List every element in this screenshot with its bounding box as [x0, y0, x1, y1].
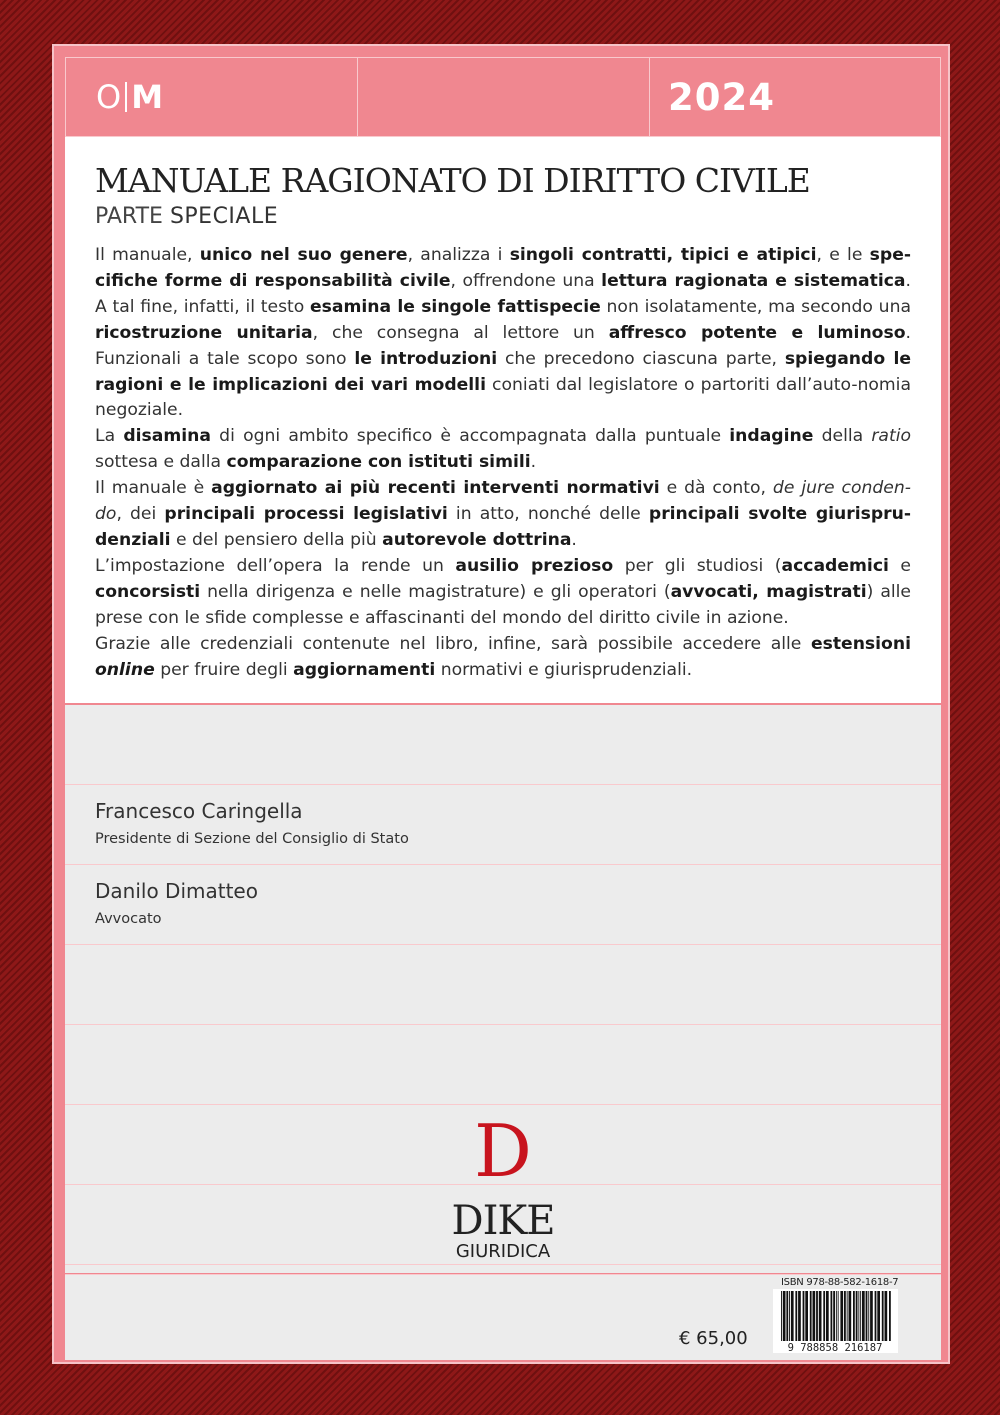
- isbn-label: ISBN 978-88-582-1618-7: [781, 1277, 899, 1288]
- cover-header: [65, 57, 941, 137]
- barcode-bar: [813, 1291, 816, 1341]
- authors-panel: [65, 705, 941, 1273]
- grid-row-empty: [65, 705, 941, 785]
- grid-row-empty: [65, 1025, 941, 1105]
- barcode-bar: [805, 1291, 808, 1341]
- grid-row-empty: [65, 945, 941, 1025]
- publisher-name: DIKE: [451, 1198, 555, 1244]
- barcode-bar: [870, 1291, 873, 1341]
- barcode-bar: [875, 1291, 877, 1341]
- blurb: [95, 243, 911, 683]
- book-title: MANUALE RAGIONATO DI DIRITTO CIVILE: [95, 161, 810, 200]
- barcode-bar: [860, 1291, 861, 1341]
- barcode-bar: [889, 1291, 891, 1341]
- barcode-bar: [810, 1291, 812, 1341]
- barcode-bar: [844, 1291, 846, 1341]
- barcode-bar: [866, 1291, 868, 1341]
- blurb-paragraph-3: Il manuale è aggiornato ai più recenti interventi normativi e dà conto, de jure conden-do, dei principali processi legislativi in atto, nonché delle principali svolte giurispru-denziali e del pensiero della più autorevole dottrina.: [95, 478, 912, 550]
- description-panel: [65, 137, 941, 703]
- author-row: [65, 785, 941, 865]
- series-logo-divider: [125, 82, 127, 112]
- subtitle-part: PARTE: [95, 204, 163, 229]
- blurb-paragraph-5: Grazie alle credenziali contenute nel libro, infine, sarà possibile accedere alle estensioni online per fruire degli aggiornamenti normativi e giurisprudenziali.: [95, 633, 911, 680]
- publisher-logo-initial: D: [474, 1109, 532, 1193]
- barcode-bar: [840, 1291, 843, 1341]
- barcode-bar: [847, 1291, 848, 1341]
- barcode-bar: [882, 1291, 884, 1341]
- header-empty-cell: [357, 58, 649, 136]
- barcode-bar: [823, 1291, 825, 1341]
- barcode-bar: [795, 1291, 797, 1341]
- author-name: Danilo Dimatteo: [95, 879, 258, 903]
- barcode-bar: [783, 1291, 786, 1341]
- series-logo: [66, 58, 357, 136]
- publisher-subtitle: GIURIDICA: [455, 1241, 551, 1262]
- barcode: [773, 1289, 898, 1353]
- barcode-number: 9 788858 216187: [787, 1342, 883, 1353]
- barcode-bar: [853, 1291, 855, 1341]
- subtitle-speciale: SPECIALE: [169, 204, 279, 229]
- barcode-bar: [877, 1291, 880, 1341]
- series-logo-m: M: [131, 78, 164, 116]
- author-role: Avvocato: [95, 911, 162, 927]
- barcode-bar: [885, 1291, 888, 1341]
- barcode-bar: [781, 1291, 782, 1341]
- author-name: Francesco Caringella: [95, 799, 303, 823]
- blurb-paragraph-4: L’impostazione dell’opera la rende un ausilio prezioso per gli studiosi (accademici e concorsisti nella dirigenza e nelle magistrature) e gli operatori (avvocati, magistrati) alle prese con le sfide complesse e affascinanti del mondo del diritto civile in azione.: [95, 555, 911, 628]
- barcode-bar: [786, 1291, 788, 1341]
- back-cover: [52, 44, 950, 1364]
- barcode-bar: [862, 1291, 865, 1341]
- barcode-bar: [831, 1291, 833, 1341]
- barcode-bar: [798, 1291, 801, 1341]
- barcode-bar: [868, 1291, 869, 1341]
- barcode-bar: [836, 1291, 837, 1341]
- barcode-bar: [849, 1291, 852, 1341]
- barcode-bar: [791, 1291, 794, 1341]
- edition-year: 2024: [649, 58, 940, 136]
- book-subtitle: [95, 203, 911, 231]
- barcode-bar: [819, 1291, 822, 1341]
- series-logo-o: O: [96, 78, 122, 116]
- blurb-paragraph-1: Il manuale, unico nel suo genere, analizza i singoli contratti, tipici e atipici, e le spe-cifiche forme di responsabilità civile, offrendone una lettura ragionata e sistematica. A tal fine, infatti, il testo esamina le singole fattispecie non isolatamente, ma secondo una ricostruzione unitaria, che consegna al lettore un affresco potente e luminoso. Funzionali a tale scopo sono le introduzioni che precedono ciascuna parte, spiegando le ragioni e le implicazioni dei vari modelli coniati dal legislatore o partoriti dall’auto-nomia negoziale.: [95, 245, 911, 421]
- barcode-bar: [856, 1291, 858, 1341]
- blurb-paragraph-2: La disamina di ogni ambito specifico è accompagnata dalla puntuale indagine della ratio sottesa e dalla comparazione con istituti simili.: [95, 426, 911, 473]
- price-panel: [65, 1274, 941, 1360]
- barcode-bar: [816, 1291, 818, 1341]
- barcode-bar: [826, 1291, 829, 1341]
- barcode-graphic: [773, 1289, 898, 1353]
- barcode-bar: [838, 1291, 839, 1341]
- barcode-bar: [789, 1291, 790, 1341]
- barcode-bar: [833, 1291, 835, 1341]
- price: € 65,00: [679, 1328, 748, 1349]
- author-row: [65, 865, 941, 945]
- barcode-bar: [803, 1291, 805, 1341]
- author-role: Presidente di Sezione del Consiglio di Stato: [95, 831, 409, 847]
- barcode-bar: [858, 1291, 859, 1341]
